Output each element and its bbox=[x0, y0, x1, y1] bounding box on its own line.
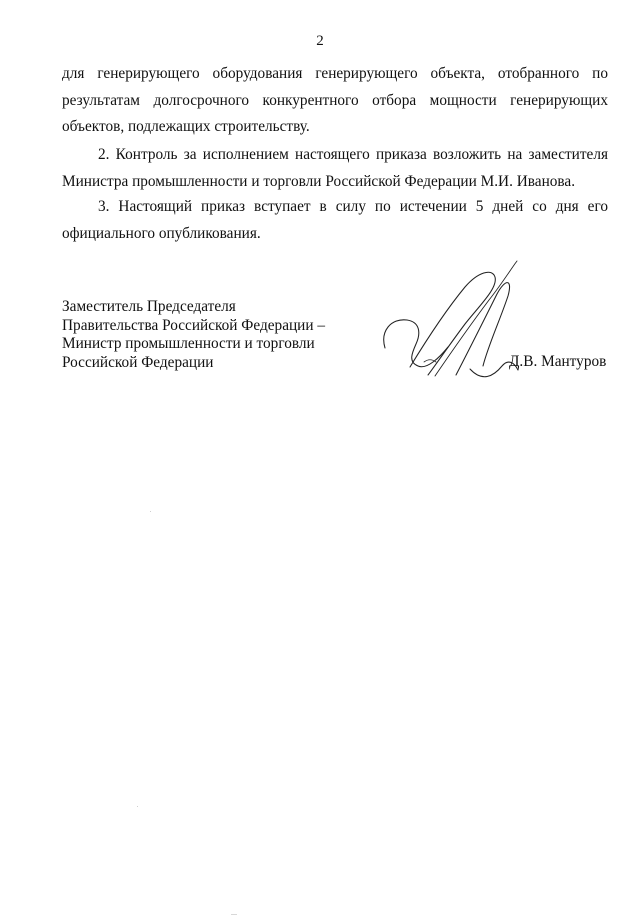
signature-second-ascender bbox=[435, 261, 517, 376]
signature-left-loop bbox=[384, 320, 448, 367]
signatory-title-line-4: Российской Федерации bbox=[62, 353, 214, 371]
item-two-paragraph-container bbox=[62, 142, 608, 195]
signatory-title-line-3: Министр промышленности и торговли bbox=[62, 335, 315, 352]
handwritten-signature bbox=[377, 258, 527, 383]
signatory-title-line-2: Правительства Российской Федерации – bbox=[62, 316, 326, 334]
item-two-paragraph: 2. Контроль за исполнением настоящего приказа возложить на заместителя Министра промышленности и торговли Российской Федерации М.И. Иванова. bbox=[62, 146, 608, 190]
signatory-title-line-1: Заместитель Председателя bbox=[62, 298, 236, 315]
scan-speck bbox=[231, 914, 237, 915]
item-three-paragraph: 3. Настоящий приказ вступает в силу по истечении 5 дней со дня его официального опубликования. bbox=[62, 198, 608, 242]
signatory-name: Д.В. Мантуров bbox=[509, 353, 607, 370]
scan-speck bbox=[137, 806, 138, 807]
continuation-paragraph: для генерирующего оборудования генерирующего объекта, отобранного по результатам долгосрочного конкурентного отбора мощности генерирующих объектов, подлежащих строительству. bbox=[62, 65, 608, 135]
scan-speck bbox=[150, 511, 151, 512]
item-three-paragraph-container bbox=[62, 194, 608, 247]
page-number: 2 bbox=[316, 33, 324, 49]
signature-tall-loop bbox=[456, 283, 510, 375]
continuation-paragraph-container bbox=[62, 61, 608, 141]
signatory-title-block bbox=[62, 298, 325, 372]
